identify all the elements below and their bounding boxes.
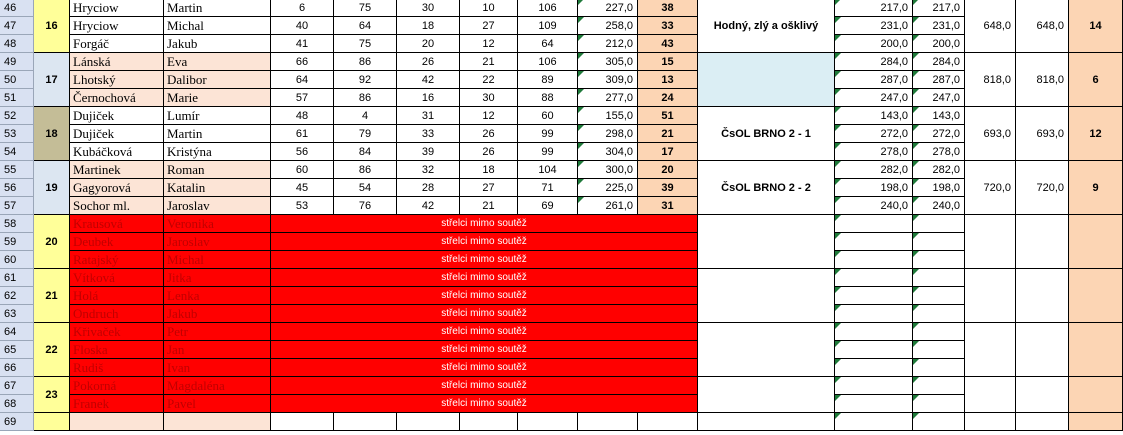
result-cell[interactable]: 284,0 (835, 53, 913, 71)
firstname-cell[interactable]: Veronika (164, 215, 271, 233)
place-cell[interactable]: 39 (638, 179, 698, 197)
result-cell[interactable] (835, 233, 913, 251)
result-cell[interactable] (835, 323, 913, 341)
team-name-cell[interactable] (698, 53, 835, 107)
surname-cell[interactable]: Hryciow (70, 17, 164, 35)
result-cell[interactable] (835, 251, 913, 269)
surname-cell[interactable]: Křivaček (70, 323, 164, 341)
result-cell[interactable]: 200,0 (913, 35, 965, 53)
result-cell[interactable]: 217,0 (835, 0, 913, 17)
result-cell[interactable] (913, 233, 965, 251)
place-cell[interactable]: 33 (638, 17, 698, 35)
row-header[interactable]: 53 (0, 125, 34, 143)
out-of-competition-note[interactable]: střelci mimo soutěž (271, 251, 698, 269)
shot-score-cell[interactable]: 106 (518, 53, 578, 71)
group-number-cell[interactable]: 22 (34, 323, 70, 377)
empty-cell[interactable] (1069, 413, 1123, 431)
out-of-competition-note[interactable]: střelci mimo soutěž (271, 377, 698, 395)
shot-score-cell[interactable]: 21 (460, 53, 518, 71)
result-cell[interactable]: 272,0 (913, 125, 965, 143)
empty-cell[interactable] (334, 413, 397, 431)
shot-score-cell[interactable]: 6 (271, 0, 334, 17)
shot-score-cell[interactable]: 86 (334, 161, 397, 179)
empty-cell[interactable] (34, 413, 70, 431)
row-header[interactable]: 51 (0, 89, 34, 107)
out-of-competition-note[interactable]: střelci mimo soutěž (271, 287, 698, 305)
out-of-competition-note[interactable]: střelci mimo soutěž (271, 395, 698, 413)
empty-cell[interactable] (578, 413, 638, 431)
out-of-competition-note[interactable]: střelci mimo soutěž (271, 341, 698, 359)
surname-cell[interactable]: Rudiš (70, 359, 164, 377)
firstname-cell[interactable]: Jakub (164, 305, 271, 323)
place-cell[interactable]: 43 (638, 35, 698, 53)
empty-cell[interactable] (271, 413, 334, 431)
row-header[interactable]: 62 (0, 287, 34, 305)
firstname-cell[interactable]: Michal (164, 251, 271, 269)
surname-cell[interactable]: Holá (70, 287, 164, 305)
place-cell[interactable]: 13 (638, 71, 698, 89)
group-number-cell[interactable]: 21 (34, 269, 70, 323)
shot-score-cell[interactable]: 28 (397, 179, 460, 197)
firstname-cell[interactable]: Jitka (164, 269, 271, 287)
shot-score-cell[interactable]: 10 (460, 0, 518, 17)
shot-score-cell[interactable]: 26 (460, 125, 518, 143)
team-name-cell[interactable] (698, 215, 835, 269)
out-of-competition-note[interactable]: střelci mimo soutěž (271, 269, 698, 287)
team-sum-cell[interactable] (965, 323, 1016, 377)
shot-score-cell[interactable]: 71 (518, 179, 578, 197)
result-cell[interactable] (913, 269, 965, 287)
firstname-cell[interactable]: Jaroslav (164, 197, 271, 215)
total-cell[interactable]: 227,0 (578, 0, 638, 17)
surname-cell[interactable]: Deubek (70, 233, 164, 251)
shot-score-cell[interactable]: 21 (460, 197, 518, 215)
place-cell[interactable]: 51 (638, 107, 698, 125)
row-header[interactable]: 52 (0, 107, 34, 125)
row-header[interactable]: 58 (0, 215, 34, 233)
shot-score-cell[interactable]: 64 (334, 17, 397, 35)
shot-score-cell[interactable]: 33 (397, 125, 460, 143)
row-header[interactable]: 60 (0, 251, 34, 269)
empty-cell[interactable] (913, 413, 965, 431)
team-sum-cell[interactable] (965, 269, 1016, 323)
result-cell[interactable] (913, 251, 965, 269)
total-cell[interactable]: 300,0 (578, 161, 638, 179)
team-rank-cell[interactable] (1069, 377, 1123, 413)
firstname-cell[interactable]: Katalin (164, 179, 271, 197)
shot-score-cell[interactable]: 27 (460, 179, 518, 197)
row-header[interactable]: 46 (0, 0, 34, 17)
shot-score-cell[interactable]: 106 (518, 0, 578, 17)
team-sum-cell[interactable] (965, 215, 1016, 269)
shot-score-cell[interactable]: 89 (518, 71, 578, 89)
result-cell[interactable] (835, 359, 913, 377)
group-number-cell[interactable]: 16 (34, 0, 70, 53)
result-cell[interactable]: 278,0 (913, 143, 965, 161)
shot-score-cell[interactable]: 12 (460, 107, 518, 125)
firstname-cell[interactable]: Ivan (164, 359, 271, 377)
result-cell[interactable]: 284,0 (913, 53, 965, 71)
row-header[interactable]: 63 (0, 305, 34, 323)
shot-score-cell[interactable]: 86 (334, 53, 397, 71)
firstname-cell[interactable]: Pavel (164, 395, 271, 413)
firstname-cell[interactable]: Michal (164, 17, 271, 35)
team-name-cell[interactable] (698, 377, 835, 413)
team-sum-cell[interactable] (1016, 323, 1069, 377)
shot-score-cell[interactable]: 16 (397, 89, 460, 107)
shot-score-cell[interactable]: 64 (518, 35, 578, 53)
row-header[interactable]: 59 (0, 233, 34, 251)
surname-cell[interactable]: Dujiček (70, 107, 164, 125)
result-cell[interactable] (835, 287, 913, 305)
shot-score-cell[interactable]: 86 (334, 89, 397, 107)
team-sum-cell[interactable]: 693,0 (965, 107, 1016, 161)
shot-score-cell[interactable]: 99 (518, 125, 578, 143)
result-cell[interactable]: 240,0 (835, 197, 913, 215)
result-cell[interactable]: 198,0 (835, 179, 913, 197)
team-sum-cell[interactable] (1016, 377, 1069, 413)
result-cell[interactable] (913, 377, 965, 395)
surname-cell[interactable]: Martinek (70, 161, 164, 179)
firstname-cell[interactable]: Martin (164, 0, 271, 17)
group-number-cell[interactable]: 19 (34, 161, 70, 215)
out-of-competition-note[interactable]: střelci mimo soutěž (271, 233, 698, 251)
shot-score-cell[interactable]: 75 (334, 35, 397, 53)
result-cell[interactable]: 282,0 (913, 161, 965, 179)
place-cell[interactable]: 21 (638, 125, 698, 143)
surname-cell[interactable]: Vítková (70, 269, 164, 287)
row-header[interactable]: 49 (0, 53, 34, 71)
shot-score-cell[interactable]: 20 (397, 35, 460, 53)
surname-cell[interactable]: Krausová (70, 215, 164, 233)
team-sum-cell[interactable]: 818,0 (1016, 53, 1069, 107)
team-rank-cell[interactable]: 12 (1069, 107, 1123, 161)
shot-score-cell[interactable]: 79 (334, 125, 397, 143)
shot-score-cell[interactable]: 56 (271, 143, 334, 161)
result-cell[interactable]: 198,0 (913, 179, 965, 197)
row-header[interactable]: 48 (0, 35, 34, 53)
shot-score-cell[interactable]: 76 (334, 197, 397, 215)
shot-score-cell[interactable]: 69 (518, 197, 578, 215)
team-rank-cell[interactable] (1069, 269, 1123, 323)
group-number-cell[interactable]: 17 (34, 53, 70, 107)
total-cell[interactable]: 212,0 (578, 35, 638, 53)
shot-score-cell[interactable]: 60 (518, 107, 578, 125)
surname-cell[interactable]: Kubáčková (70, 143, 164, 161)
firstname-cell[interactable]: Jan (164, 341, 271, 359)
empty-cell[interactable] (698, 413, 835, 431)
empty-cell[interactable] (518, 413, 578, 431)
firstname-cell[interactable]: Eva (164, 53, 271, 71)
row-header[interactable]: 64 (0, 323, 34, 341)
result-cell[interactable]: 287,0 (913, 71, 965, 89)
shot-score-cell[interactable]: 60 (271, 161, 334, 179)
shot-score-cell[interactable]: 104 (518, 161, 578, 179)
surname-cell[interactable]: Sochor ml. (70, 197, 164, 215)
shot-score-cell[interactable]: 109 (518, 17, 578, 35)
shot-score-cell[interactable]: 31 (397, 107, 460, 125)
team-sum-cell[interactable]: 693,0 (1016, 107, 1069, 161)
team-sum-cell[interactable]: 648,0 (1016, 0, 1069, 53)
shot-score-cell[interactable]: 18 (397, 17, 460, 35)
firstname-cell[interactable]: Lumír (164, 107, 271, 125)
firstname-cell[interactable]: Lenka (164, 287, 271, 305)
result-cell[interactable]: 278,0 (835, 143, 913, 161)
row-header[interactable]: 55 (0, 161, 34, 179)
place-cell[interactable]: 38 (638, 0, 698, 17)
shot-score-cell[interactable]: 18 (460, 161, 518, 179)
surname-cell[interactable]: Černochová (70, 89, 164, 107)
result-cell[interactable]: 231,0 (913, 17, 965, 35)
result-cell[interactable] (913, 287, 965, 305)
empty-cell[interactable] (965, 413, 1016, 431)
result-cell[interactable]: 272,0 (835, 125, 913, 143)
result-cell[interactable]: 287,0 (835, 71, 913, 89)
surname-cell[interactable]: Hryciow (70, 0, 164, 17)
empty-cell[interactable] (1016, 413, 1069, 431)
result-cell[interactable] (913, 359, 965, 377)
shot-score-cell[interactable]: 30 (460, 89, 518, 107)
total-cell[interactable]: 277,0 (578, 89, 638, 107)
firstname-cell[interactable]: Marie (164, 89, 271, 107)
team-name-cell[interactable]: Hodný, zlý a ošklivý (698, 0, 835, 53)
shot-score-cell[interactable]: 61 (271, 125, 334, 143)
shot-score-cell[interactable]: 45 (271, 179, 334, 197)
shot-score-cell[interactable]: 92 (334, 71, 397, 89)
team-rank-cell[interactable]: 9 (1069, 161, 1123, 215)
result-cell[interactable]: 282,0 (835, 161, 913, 179)
shot-score-cell[interactable]: 4 (334, 107, 397, 125)
firstname-cell[interactable]: Jakub (164, 35, 271, 53)
place-cell[interactable]: 15 (638, 53, 698, 71)
result-cell[interactable] (835, 305, 913, 323)
result-cell[interactable] (913, 395, 965, 413)
result-cell[interactable] (835, 215, 913, 233)
empty-cell[interactable] (835, 413, 913, 431)
shot-score-cell[interactable]: 99 (518, 143, 578, 161)
row-header[interactable]: 66 (0, 359, 34, 377)
shot-score-cell[interactable]: 57 (271, 89, 334, 107)
result-cell[interactable]: 143,0 (835, 107, 913, 125)
empty-cell[interactable] (70, 413, 164, 431)
shot-score-cell[interactable]: 42 (397, 197, 460, 215)
place-cell[interactable]: 17 (638, 143, 698, 161)
total-cell[interactable]: 155,0 (578, 107, 638, 125)
team-sum-cell[interactable]: 720,0 (965, 161, 1016, 215)
firstname-cell[interactable]: Petr (164, 323, 271, 341)
total-cell[interactable]: 298,0 (578, 125, 638, 143)
place-cell[interactable]: 31 (638, 197, 698, 215)
group-number-cell[interactable]: 23 (34, 377, 70, 413)
team-sum-cell[interactable] (1016, 215, 1069, 269)
shot-score-cell[interactable]: 42 (397, 71, 460, 89)
shot-score-cell[interactable]: 54 (334, 179, 397, 197)
team-name-cell[interactable] (698, 323, 835, 377)
team-name-cell[interactable] (698, 269, 835, 323)
result-cell[interactable] (913, 305, 965, 323)
empty-cell[interactable] (460, 413, 518, 431)
total-cell[interactable]: 258,0 (578, 17, 638, 35)
row-header[interactable]: 47 (0, 17, 34, 35)
empty-cell[interactable] (638, 413, 698, 431)
place-cell[interactable]: 20 (638, 161, 698, 179)
place-cell[interactable]: 24 (638, 89, 698, 107)
team-sum-cell[interactable]: 818,0 (965, 53, 1016, 107)
out-of-competition-note[interactable]: střelci mimo soutěž (271, 359, 698, 377)
row-header[interactable]: 67 (0, 377, 34, 395)
row-header[interactable]: 54 (0, 143, 34, 161)
shot-score-cell[interactable]: 27 (460, 17, 518, 35)
shot-score-cell[interactable]: 39 (397, 143, 460, 161)
team-rank-cell[interactable]: 14 (1069, 0, 1123, 53)
team-rank-cell[interactable] (1069, 215, 1123, 269)
surname-cell[interactable]: Floska (70, 341, 164, 359)
shot-score-cell[interactable]: 48 (271, 107, 334, 125)
row-header[interactable]: 61 (0, 269, 34, 287)
team-rank-cell[interactable]: 6 (1069, 53, 1123, 107)
team-sum-cell[interactable]: 720,0 (1016, 161, 1069, 215)
result-cell[interactable]: 247,0 (913, 89, 965, 107)
team-rank-cell[interactable] (1069, 323, 1123, 377)
result-cell[interactable]: 200,0 (835, 35, 913, 53)
result-cell[interactable] (835, 269, 913, 287)
result-cell[interactable] (835, 377, 913, 395)
shot-score-cell[interactable]: 30 (397, 0, 460, 17)
row-header[interactable]: 57 (0, 197, 34, 215)
firstname-cell[interactable]: Jaroslav (164, 233, 271, 251)
result-cell[interactable]: 143,0 (913, 107, 965, 125)
shot-score-cell[interactable]: 32 (397, 161, 460, 179)
shot-score-cell[interactable]: 75 (334, 0, 397, 17)
out-of-competition-note[interactable]: střelci mimo soutěž (271, 215, 698, 233)
team-sum-cell[interactable] (1016, 269, 1069, 323)
result-cell[interactable] (913, 215, 965, 233)
total-cell[interactable]: 225,0 (578, 179, 638, 197)
shot-score-cell[interactable]: 40 (271, 17, 334, 35)
firstname-cell[interactable]: Dalibor (164, 71, 271, 89)
result-cell[interactable]: 247,0 (835, 89, 913, 107)
out-of-competition-note[interactable]: střelci mimo soutěž (271, 323, 698, 341)
firstname-cell[interactable]: Kristýna (164, 143, 271, 161)
total-cell[interactable]: 261,0 (578, 197, 638, 215)
shot-score-cell[interactable]: 26 (397, 53, 460, 71)
firstname-cell[interactable]: Magdaléna (164, 377, 271, 395)
group-number-cell[interactable]: 20 (34, 215, 70, 269)
empty-cell[interactable] (397, 413, 460, 431)
empty-cell[interactable] (164, 413, 271, 431)
row-header[interactable]: 69 (0, 413, 34, 431)
firstname-cell[interactable]: Roman (164, 161, 271, 179)
surname-cell[interactable]: Pokorná (70, 377, 164, 395)
team-sum-cell[interactable] (965, 377, 1016, 413)
surname-cell[interactable]: Lánská (70, 53, 164, 71)
shot-score-cell[interactable]: 53 (271, 197, 334, 215)
shot-score-cell[interactable]: 66 (271, 53, 334, 71)
shot-score-cell[interactable]: 41 (271, 35, 334, 53)
total-cell[interactable]: 305,0 (578, 53, 638, 71)
shot-score-cell[interactable]: 12 (460, 35, 518, 53)
shot-score-cell[interactable]: 26 (460, 143, 518, 161)
surname-cell[interactable]: Dujiček (70, 125, 164, 143)
surname-cell[interactable]: Gagyorová (70, 179, 164, 197)
shot-score-cell[interactable]: 22 (460, 71, 518, 89)
row-header[interactable]: 68 (0, 395, 34, 413)
row-header[interactable]: 56 (0, 179, 34, 197)
surname-cell[interactable]: Forgáč (70, 35, 164, 53)
result-cell[interactable]: 217,0 (913, 0, 965, 17)
total-cell[interactable]: 304,0 (578, 143, 638, 161)
surname-cell[interactable]: Franek (70, 395, 164, 413)
surname-cell[interactable]: Ondruch (70, 305, 164, 323)
shot-score-cell[interactable]: 88 (518, 89, 578, 107)
row-header[interactable]: 50 (0, 71, 34, 89)
surname-cell[interactable]: Lhotský (70, 71, 164, 89)
team-name-cell[interactable]: ČsOL BRNO 2 - 1 (698, 107, 835, 161)
surname-cell[interactable]: Ratajský (70, 251, 164, 269)
firstname-cell[interactable]: Martin (164, 125, 271, 143)
team-sum-cell[interactable]: 648,0 (965, 0, 1016, 53)
result-cell[interactable] (913, 341, 965, 359)
group-number-cell[interactable]: 18 (34, 107, 70, 161)
total-cell[interactable]: 309,0 (578, 71, 638, 89)
out-of-competition-note[interactable]: střelci mimo soutěž (271, 305, 698, 323)
shot-score-cell[interactable]: 84 (334, 143, 397, 161)
team-name-cell[interactable]: ČsOL BRNO 2 - 2 (698, 161, 835, 215)
result-cell[interactable] (913, 323, 965, 341)
result-cell[interactable]: 240,0 (913, 197, 965, 215)
shot-score-cell[interactable]: 64 (271, 71, 334, 89)
row-header[interactable]: 65 (0, 341, 34, 359)
result-cell[interactable]: 231,0 (835, 17, 913, 35)
result-cell[interactable] (835, 341, 913, 359)
result-cell[interactable] (835, 395, 913, 413)
